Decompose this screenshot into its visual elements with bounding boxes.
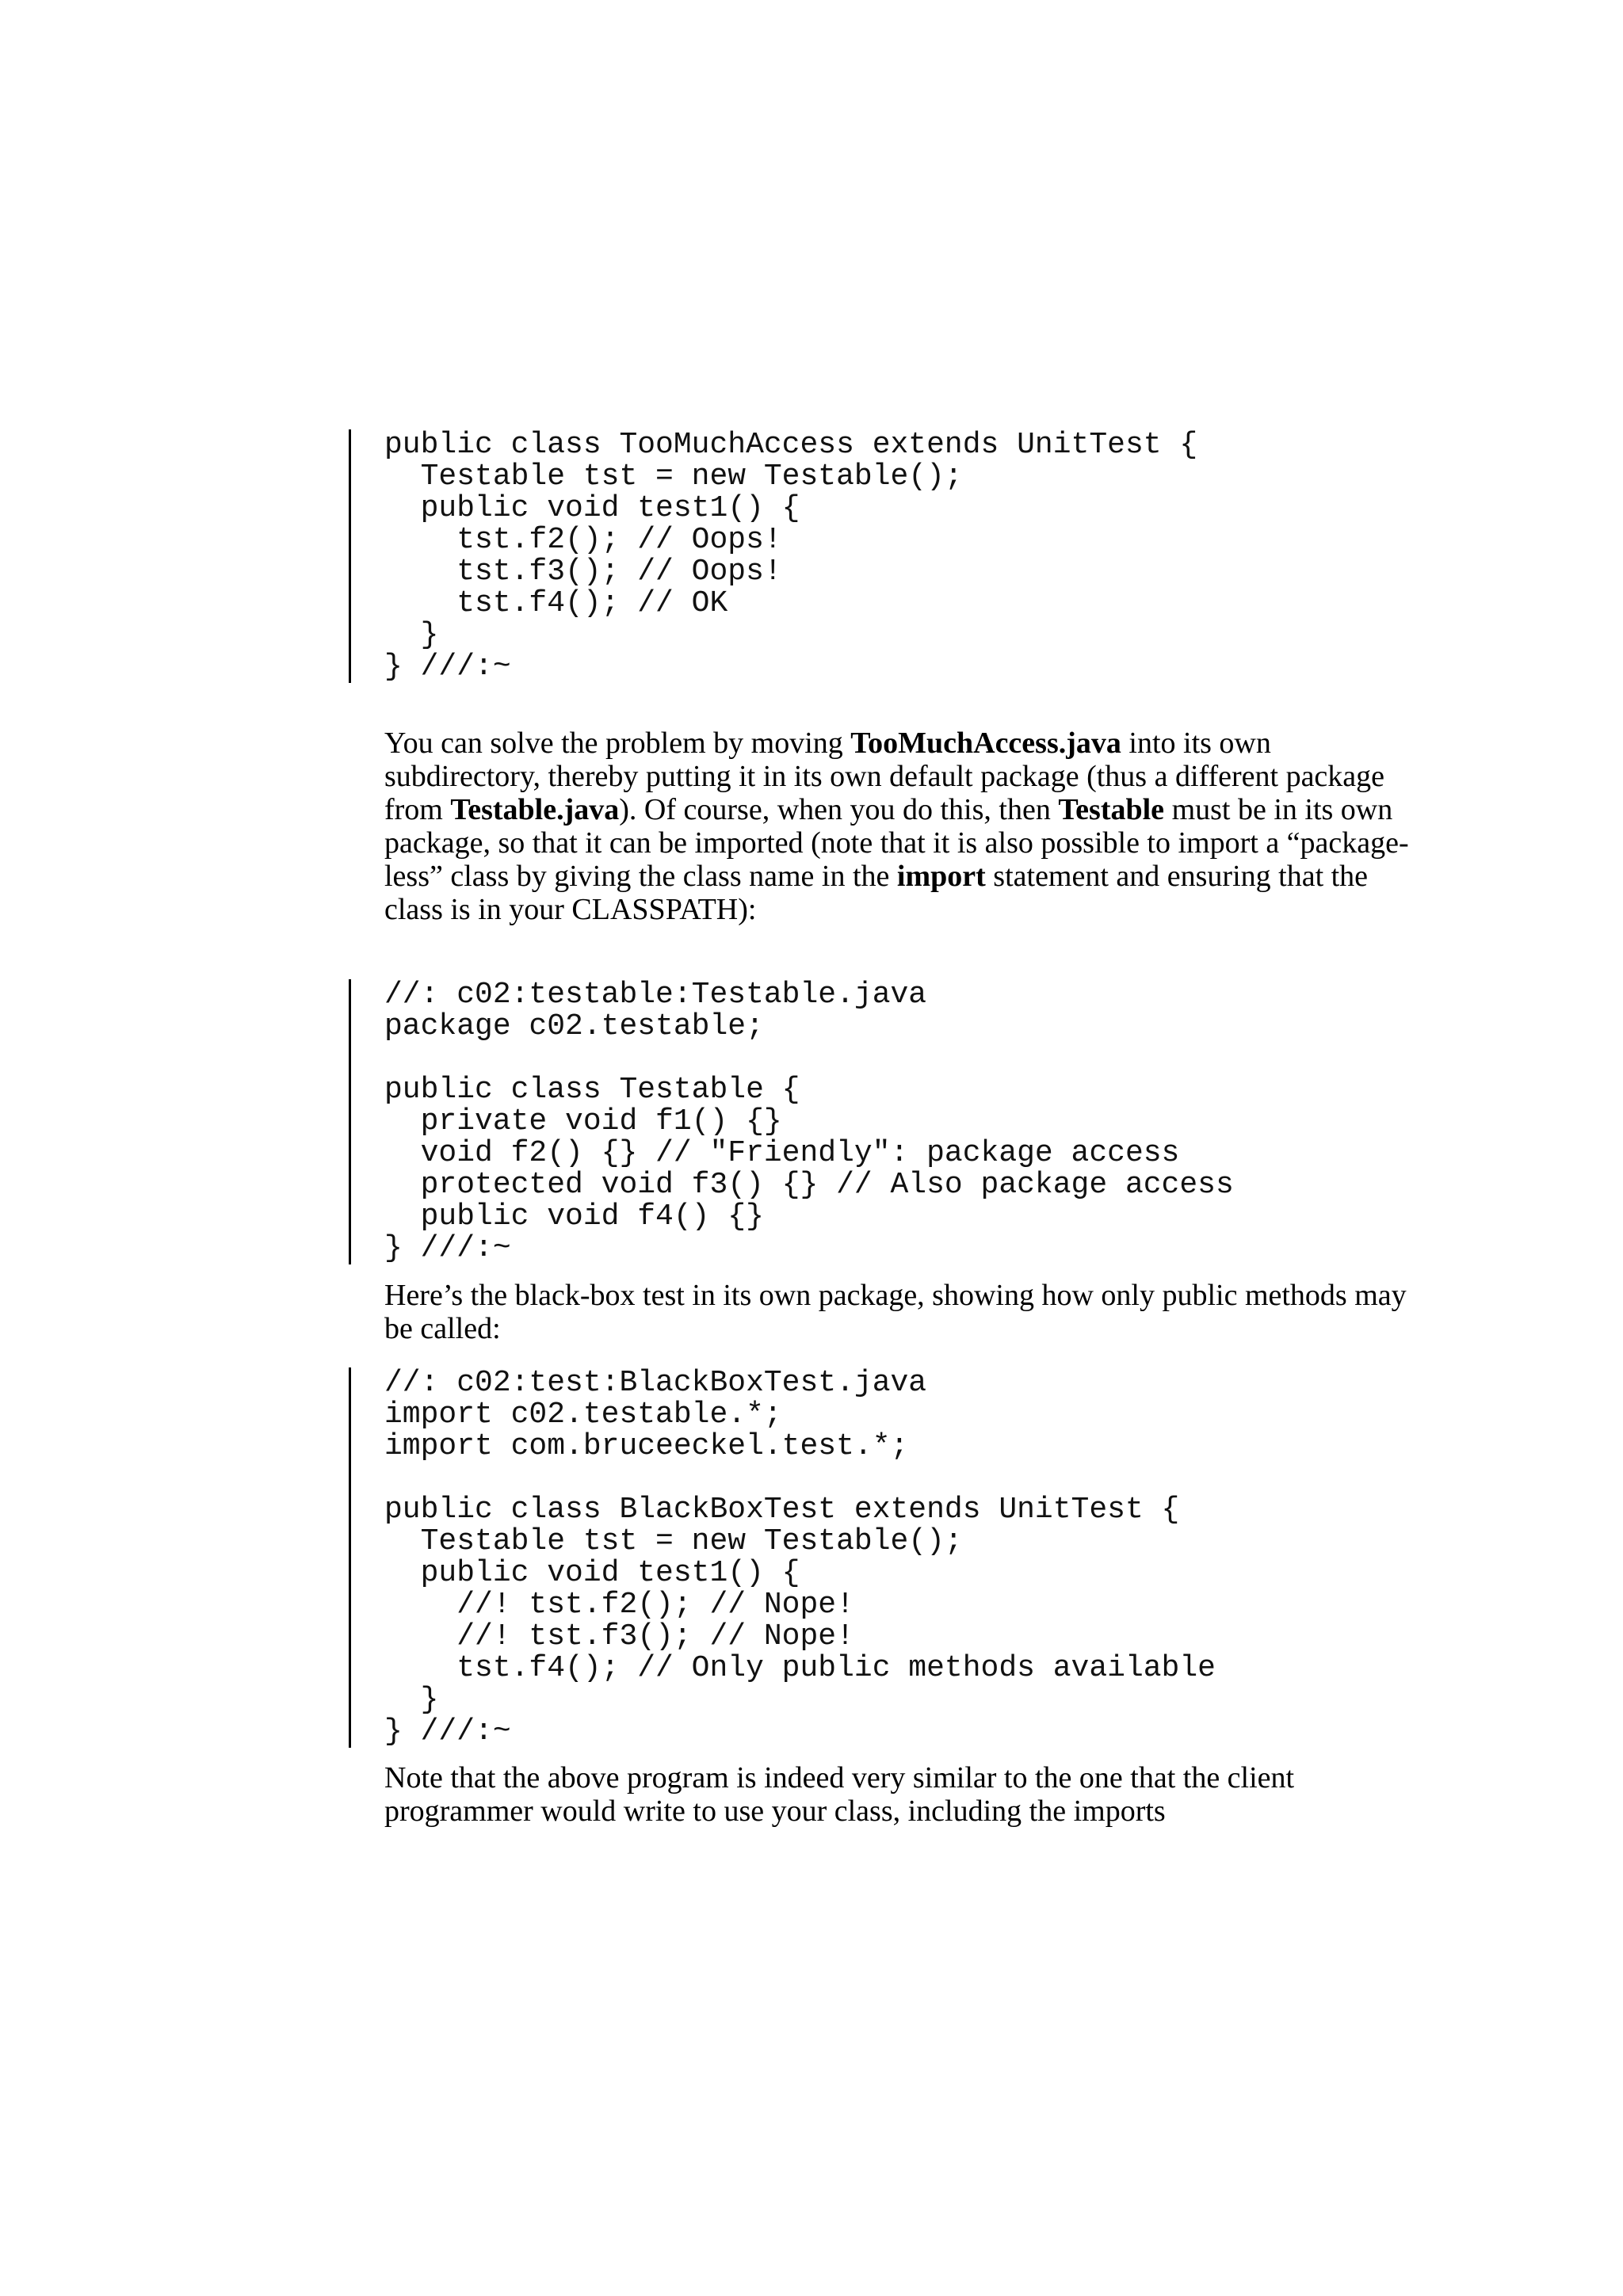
paragraph-move-to-subdirectory — [384, 727, 1415, 926]
code-line: tst.f2(); // Oops! — [384, 523, 782, 557]
paragraph-black-box-intro: Here’s the black-box test in its own package, showing how only public methods may be called: — [384, 1279, 1407, 1345]
code-line: Testable tst = new Testable(); — [384, 460, 963, 494]
code-line: public class TooMuchAccess extends UnitTest { — [384, 428, 1198, 462]
code-line: private void f1() {} — [384, 1104, 782, 1138]
paragraph-text: statement and ensuring that the class is in your CLASSPATH): — [384, 860, 1369, 926]
code-line: void f2() {} // "Friendly": package access — [384, 1136, 1180, 1170]
code-line: public void test1() { — [384, 1556, 800, 1590]
paragraph-text: must be in its own package, so that it can be imported (note that it is also possible to import a “package-less” class by giving the class name in the — [384, 793, 1409, 893]
filename-testable: Testable.java — [450, 793, 620, 826]
code-line: tst.f4(); // OK — [384, 586, 728, 620]
code-line: public class Testable { — [384, 1073, 800, 1107]
code-line: public void f4() {} — [384, 1199, 764, 1234]
code-block-black-box-test — [349, 1367, 1216, 1748]
code-block-too-much-access — [349, 429, 1197, 683]
code-line — [384, 1463, 1216, 1494]
code-line: } — [384, 1683, 439, 1717]
code-line: } ///:~ — [384, 650, 511, 684]
code-block-testable — [349, 979, 1234, 1264]
code-line: //! tst.f3(); // Nope! — [384, 1619, 854, 1653]
code-line: Testable tst = new Testable(); — [384, 1524, 963, 1558]
keyword-import: import — [896, 860, 986, 893]
paragraph-text: ). Of course, when you do this, then — [619, 793, 1059, 826]
filename-too-much-access: TooMuchAccess.java — [850, 727, 1121, 760]
code-line: import com.bruceeckel.test.*; — [384, 1429, 909, 1463]
class-name-testable: Testable — [1058, 793, 1165, 826]
paragraph-client-programmer-note: Note that the above program is indeed very similar to the one that the client programmer would write to use your class, including the imports — [384, 1761, 1295, 1828]
code-line: tst.f4(); // Only public methods available — [384, 1651, 1216, 1685]
code-line: public class BlackBoxTest extends UnitTest { — [384, 1493, 1180, 1527]
code-line: //: c02:test:BlackBoxTest.java — [384, 1366, 927, 1400]
code-line: package c02.testable; — [384, 1009, 764, 1043]
code-line: } ///:~ — [384, 1714, 511, 1749]
code-line — [384, 1043, 1234, 1074]
code-line: protected void f3() {} // Also package access — [384, 1168, 1234, 1202]
code-line: tst.f3(); // Oops! — [384, 555, 782, 589]
code-line: import c02.testable.*; — [384, 1398, 782, 1432]
code-line: //! tst.f2(); // Nope! — [384, 1588, 854, 1622]
paragraph-text: into its own subdirectory, thereby putting it in its own default package (thus a different package from — [384, 727, 1385, 826]
paragraph-text: You can solve the problem by moving — [384, 727, 851, 760]
code-line: } — [384, 618, 439, 652]
code-line: } ///:~ — [384, 1231, 511, 1265]
code-line: //: c02:testable:Testable.java — [384, 978, 927, 1012]
code-line: public void test1() { — [384, 491, 800, 525]
